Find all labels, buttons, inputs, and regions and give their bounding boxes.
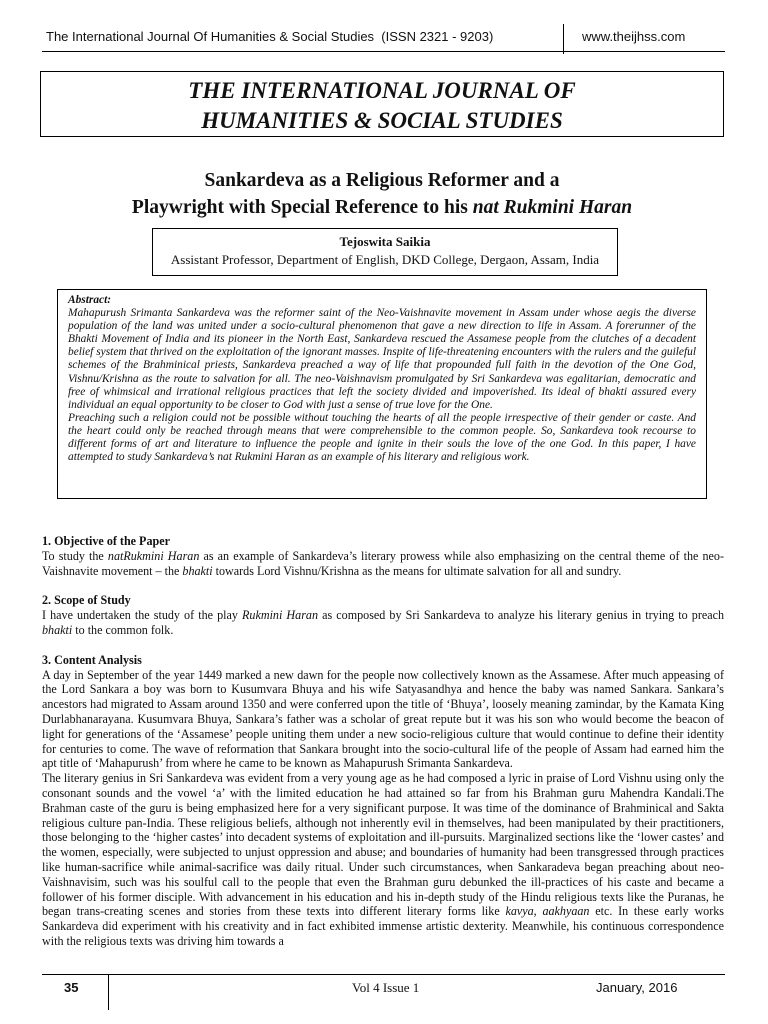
- author-affiliation: Assistant Professor, Department of English, DKD College, Dergaon, Assam, India: [170, 252, 600, 267]
- issue-date: January, 2016: [596, 980, 678, 995]
- abstract-paragraph-2: Preaching such a religion could not be possible without touching the hearts of all the people irrespective of their gender or caste. And the heart could only be reached through means that were comprehensible to the common people. So, Sankardeva took recourse to different forms of art and literature to influence the people and ignite in their souls the love of the one God. In this paper, I have attempted to study Sankardeva’s nat Rukmini Haran as an example of his literary and religious work.: [68, 411, 696, 464]
- journal-title-line1: THE INTERNATIONAL JOURNAL OF: [188, 78, 576, 103]
- running-header: [0, 0, 768, 52]
- running-header-journal: [46, 29, 493, 44]
- content-analysis-paragraph-2: [42, 771, 724, 949]
- content-analysis-p2-text-1: The literary genius in Sri Sankardeva was evident from a very young age as he had composed a lyric in praise of Lord Vishnu using only the consonant sounds and the vowel ‘a’ with the limited education he had attained so far from his Brahman guru Mahendra Kandali.The Brahman caste of the guru is being emphasized here for a very significant purpose. It was time of the dominance of Brahminical and Sakta religious culture pan-India. These religious beliefs, although not inherently evil in themselves, had been manipulated by their practitioners, those belonging to the ‘higher castes’ into decadent systems of exploitation and ill-pursuits. Marginalized sections like the ‘lower castes’ and the women, especially, were subjected to unjust oppression and abuse; and boundaries of humanity had been transgressed through practices like human-sacrifice while animal-sacrifice was daily ritual. Under such circumstances, when Sankaradeva began preaching about neo-Vaishnavisim, such was his soulful call to the people that even the Brahman guru debunked the ill-practices of his caste and became a follower of his former disciple. With advancement in his education and his in-depth study of the Hindu religious texts like the Puranas, he began trans-creating scenes and stories from these texts into different literary forms like: [42, 771, 724, 919]
- section-gap: [42, 638, 724, 653]
- section-heading-objective: 1. Objective of the Paper: [42, 534, 170, 548]
- section-heading-scope: 2. Scope of Study: [42, 593, 131, 608]
- issue-label: Vol 4 Issue 1: [352, 980, 420, 995]
- objective-text-1: To study the: [42, 548, 108, 563]
- content-analysis-p2-text-2: etc. In these early works Sankardeva did experiment with his creativity and in fact exhibited immense artistic dexterity. Meanwhile, his continuous correspondence with the religious texts was driving him towards a: [42, 904, 725, 948]
- paper-body: [42, 534, 724, 949]
- header-divider: [563, 24, 564, 54]
- scope-italic-1: Rukmini Haran: [242, 608, 319, 623]
- running-header-journal-name: The International Journal Of Humanities & Social Studies: [46, 29, 375, 44]
- page-footer: [0, 974, 768, 1024]
- section-heading-content-analysis: 3. Content Analysis: [42, 652, 142, 667]
- paper-title-line1: Sankardeva as a Religious Reformer and a: [204, 170, 560, 191]
- objective-italic-1: natRukmini Haran: [107, 548, 200, 563]
- abstract-box: [57, 289, 707, 499]
- author-box: [152, 228, 618, 276]
- running-header-issn: (ISSN 2321 - 9203): [381, 29, 494, 44]
- journal-title-box: [40, 71, 724, 137]
- paper-title-line2-italic: nat Rukmini Haran: [472, 197, 633, 218]
- paper-title-line2: [40, 194, 724, 221]
- scope-text-2: as composed by Sri Sankardeva to analyze his literary genius in trying to preach: [318, 608, 724, 623]
- section-text-objective: [42, 549, 724, 579]
- section-gap: [42, 578, 724, 593]
- objective-text-3: towards Lord Vishnu/Krishna as the means for ultimate salvation for all and sundry.: [212, 563, 622, 578]
- objective-italic-2: bhakti: [182, 563, 213, 578]
- paper-title-line2-plain: Playwright with Special Reference to his: [131, 197, 473, 218]
- journal-title-line2: HUMANITIES & SOCIAL STUDIES: [201, 108, 563, 133]
- section-text-scope: [42, 608, 724, 638]
- content-analysis-p2-italic: kavya, aakhyaan: [505, 904, 590, 919]
- footer-rule: [42, 974, 725, 975]
- abstract-label: Abstract:: [68, 294, 112, 306]
- header-rule: [42, 51, 725, 52]
- objective-text-2: as an example of Sankardeva’s literary prowess while also emphasizing on the central theme of the neo-Vaishnavite movement – the: [42, 548, 724, 578]
- running-header-website: www.theijhss.com: [582, 29, 686, 44]
- content-analysis-paragraph-1: A day in September of the year 1449 marked a new dawn for the people now collectively known as the Assamese. After much appeasing of the Lord Sankara a boy was born to Kusumvara Bhuya and his wife Satyasandhya and hence the baby was named Sankara. Sankara’s ancestors had migrated to Assam around 1350 and were conferred upon the title of ‘Bhuya’, loosely meaning zamindar, by the Kamata King Durlabhanarayana. Kusumvara Bhuya, Sankara’s father was a scholar of great repute but it was his son who would become the beacon of light for generations of the ‘Assamese’ people uniting them under a new socio-religious culture that would continue to define their identity for centuries to come. The wave of reformation that Sankara brought into the socio-cultural life of the people of Assam had earned him the apt title of ‘Mahapurush’ from where he came to be known as Mahapurush Srimanta Sankardeva.: [42, 667, 724, 771]
- abstract-paragraph-1: Mahapurush Srimanta Sankardeva was the reformer saint of the Neo-Vaishnavite movement in Assam under whose aegis the diverse population of the land was united under a socio-cultural phenomenon that gave a new direction to life in Assam. A forerunner of the Bhakti Movement of India and its pioneer in the North East, Sankardeva rescued the Assamese people from the clutches of a decadent belief system that thrived on the exploitation of the ignorant masses. Inspite of life-threatening encounters with the rulers and the guileful schemes of the Brahminical priests, Sankardeva preached a way of life that propounded full faith in the devotion of the One God, Vishnu/Krishna as the route to salvation for all. The neo-Vaishnavism promulgated by Sri Sankardeva was egalitarian, democratic and free of whimsical and irrational religious practices that left the society divided and impoverished. Its ideal of bhakti assured every individual an equal opportunity to be closer to God with just a sense of true love for the One.: [68, 307, 696, 411]
- paper-title: [40, 167, 724, 221]
- scope-italic-2: bhakti: [42, 622, 73, 637]
- scope-text-3: to the common folk.: [72, 622, 174, 637]
- footer-divider: [108, 974, 109, 1010]
- author-name: Tejoswita Saikia: [339, 234, 431, 249]
- page-number: 35: [64, 980, 79, 995]
- scope-text-1: I have undertaken the study of the play: [42, 608, 243, 623]
